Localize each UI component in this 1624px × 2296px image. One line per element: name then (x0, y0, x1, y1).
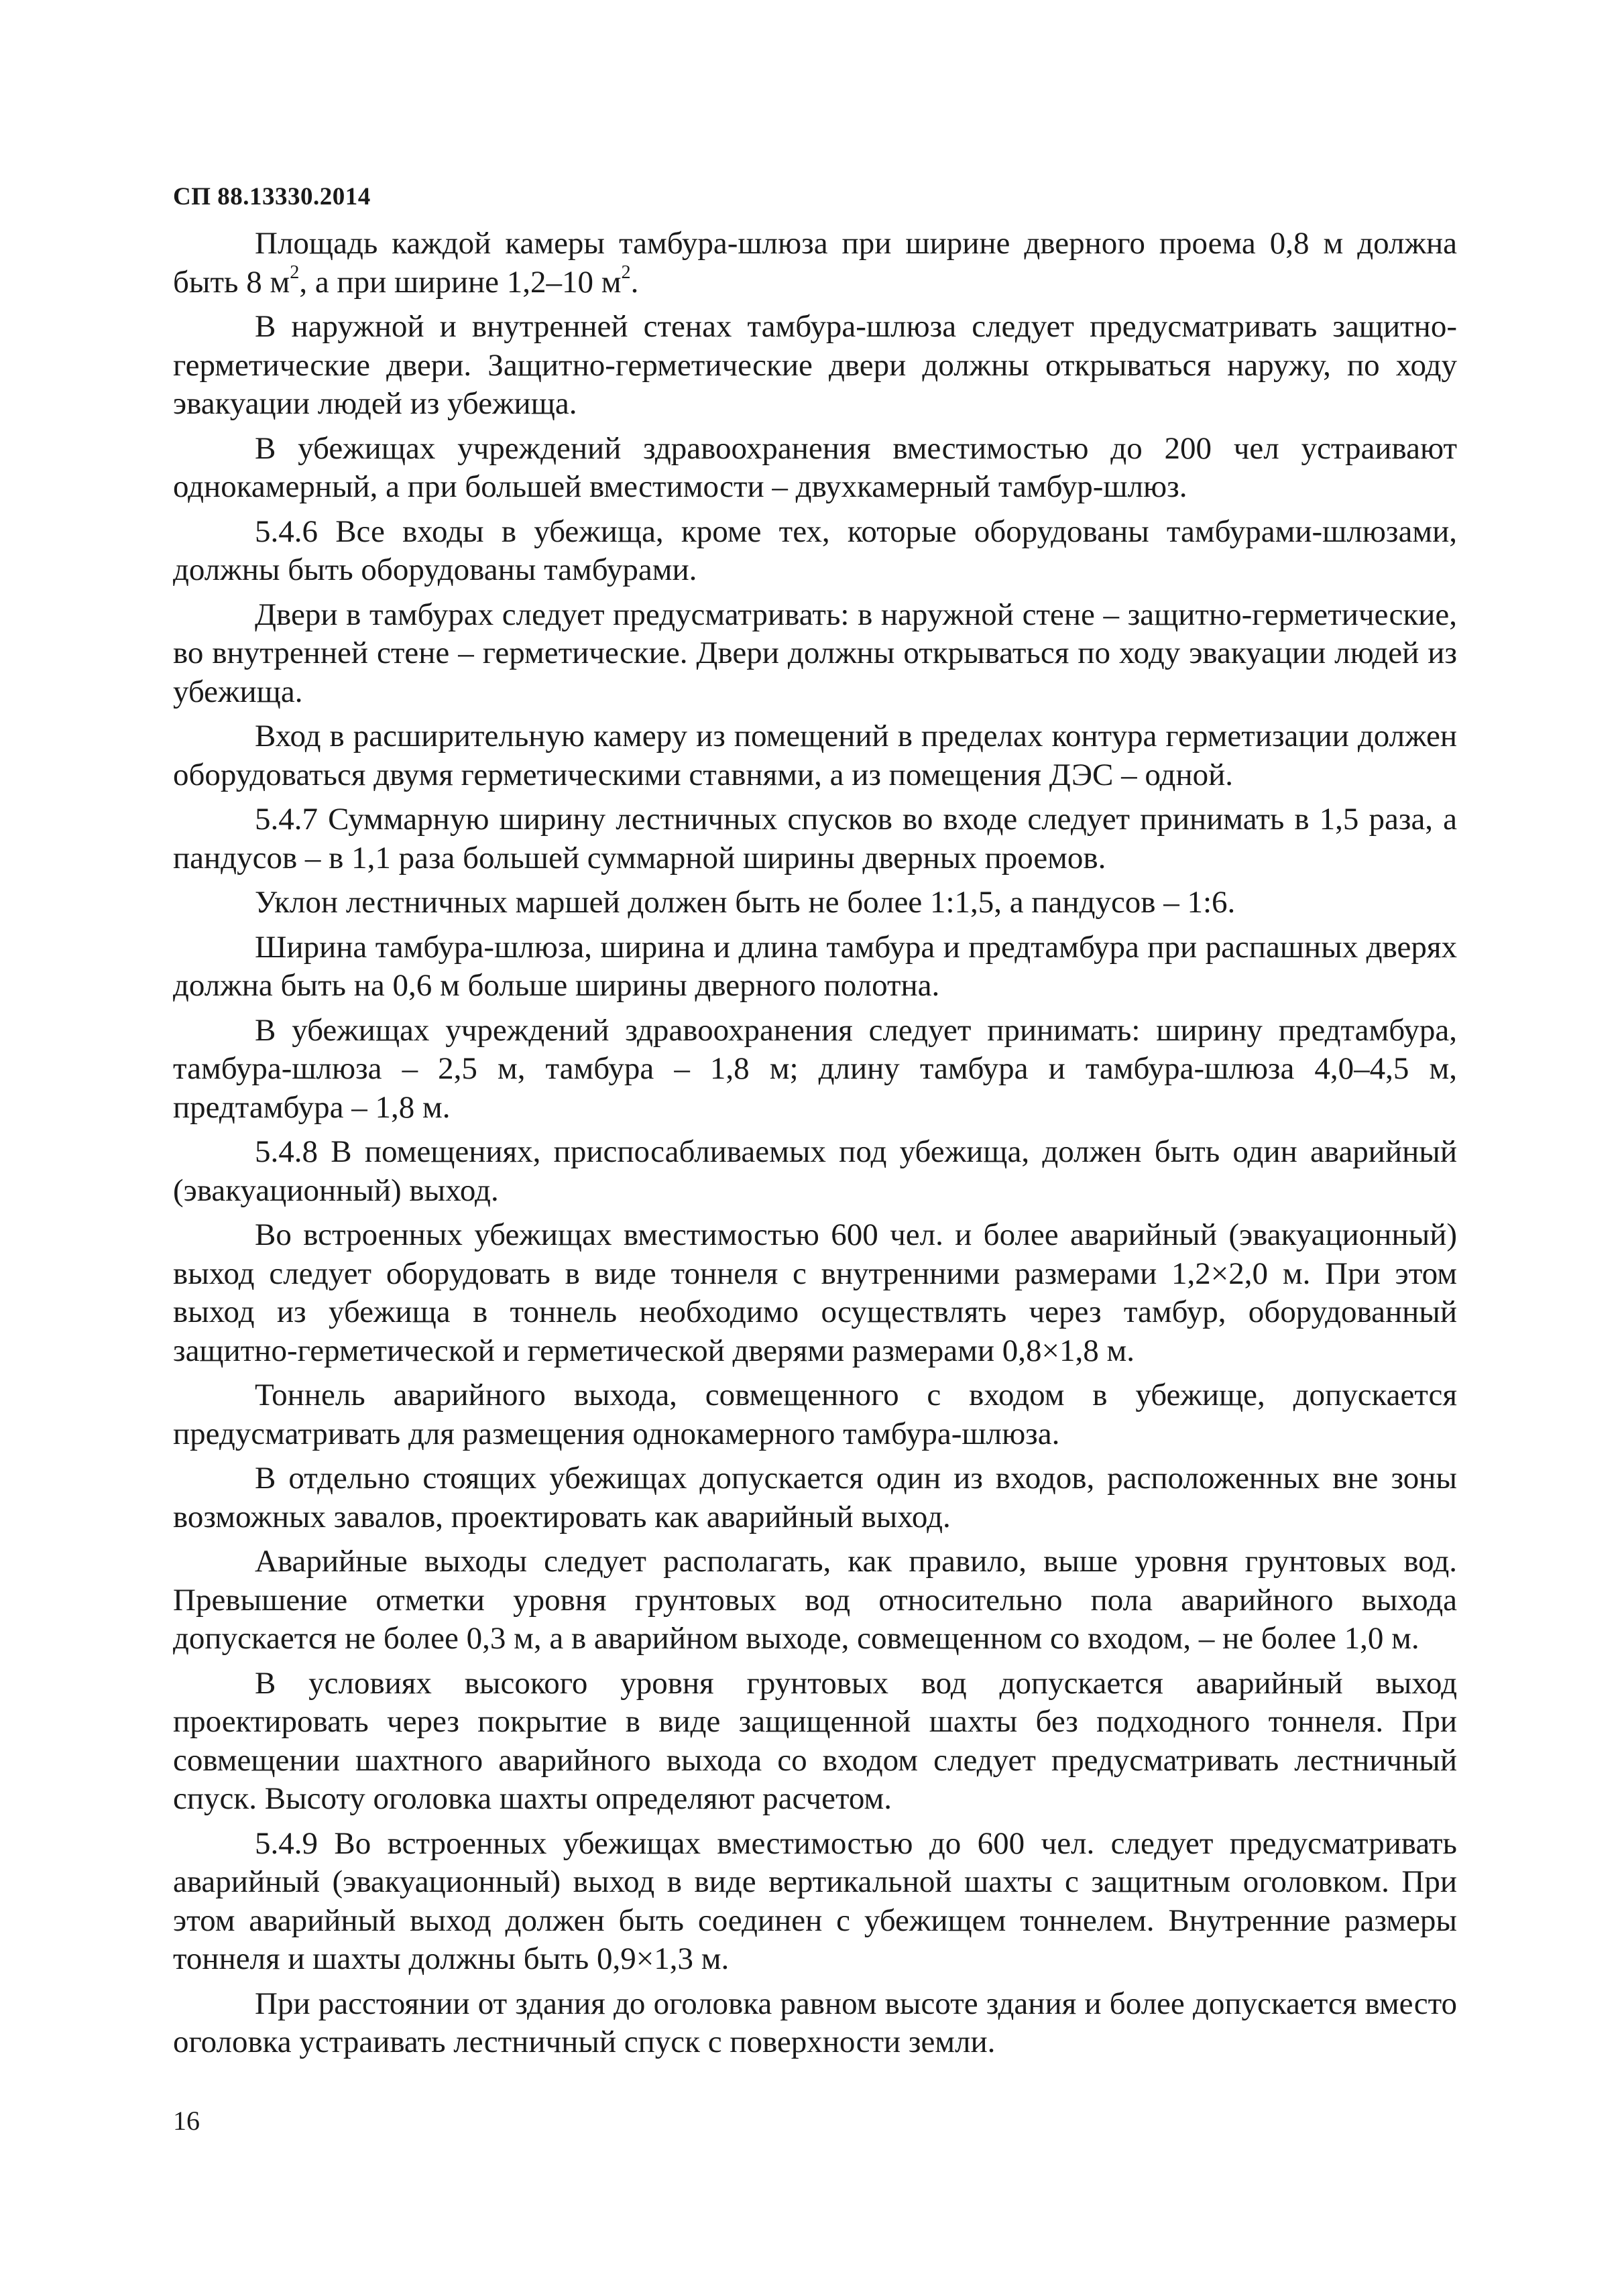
paragraph-text: Площадь каждой камеры тамбура-шлюза при ширине дверного проема 0,8 м должна быть 8 м (173, 226, 1457, 300)
clause-5-4-6: 5.4.6 Все входы в убежища, кроме тех, которые оборудованы тамбурами-шлюзами, должны быть оборудованы тамбурами. (173, 513, 1457, 587)
superscript: 2 (290, 261, 300, 283)
paragraph-text: . (630, 264, 639, 300)
paragraph: В отдельно стоящих убежищах допускается один из входов, расположенных вне зоны возможных завалов, проектировать как аварийный выход. (173, 1461, 1457, 1534)
paragraph: Двери в тамбурах следует предусматривать: в наружной стене – защитно-герметические, во внутренней стене – герметические. Двери должны открываться по ходу эвакуации людей из убежища. (173, 597, 1457, 709)
paragraph: Вход в расширительную камеру из помещений в пределах контура герметизации должен оборудоваться двумя герметическими ставнями, а из помещения ДЭС – одной. (173, 719, 1457, 792)
clause-5-4-9: 5.4.9 Во встроенных убежищах вместимостью до 600 чел. следует предусматривать аварийный (эвакуационный) выход в виде вертикальной шахты с защитным оголовком. При этом аварийный выход должен быть соединен с убежищем тоннелем. Внутренние размеры тоннеля и шахты должны быть 0,9×1,3 м. (173, 1825, 1457, 1976)
page-number: 16 (173, 2106, 200, 2136)
paragraph (173, 225, 1457, 302)
paragraph: Ширина тамбура-шлюза, ширина и длина тамбура и предтамбура при распашных дверях должна быть на 0,6 м больше ширины дверного полотна. (173, 929, 1457, 1003)
paragraph: В наружной и внутренней стенах тамбура-шлюза следует предусматривать защитно-герметические двери. Защитно-герметические двери должны открываться наружу, по ходу эвакуации людей из убежища. (173, 309, 1457, 421)
paragraph: При расстоянии от здания до оголовка равном высоте здания и более допускается вместо оголовка устраивать лестничный спуск с поверхности земли. (173, 1986, 1457, 2059)
paragraph: Уклон лестничных маршей должен быть не более 1:1,5, а пандусов – 1:6. (255, 885, 1236, 920)
document-code: СП 88.13330.2014 (173, 183, 371, 210)
paragraph-text: , а при ширине 1,2–10 м (299, 264, 622, 300)
clause-5-4-7: 5.4.7 Суммарную ширину лестничных спусков во входе следует принимать в 1,5 раза, а пандусов – в 1,1 раза большей суммарной ширины дверных проемов. (173, 802, 1457, 875)
document-body (173, 225, 1457, 2068)
superscript: 2 (621, 261, 631, 283)
paragraph: В убежищах учреждений здравоохранения вместимостью до 200 чел устраивают однокамерный, а при большей вместимости – двухкамерный тамбур-шлюз. (173, 430, 1457, 504)
paragraph: Аварийные выходы следует располагать, как правило, выше уровня грунтовых вод. Превышение отметки уровня грунтовых вод относительно пола аварийного выхода допускается не более 0,3 м, а в аварийном выходе, совмещенном со входом, – не более 1,0 м. (173, 1544, 1457, 1656)
paragraph: В убежищах учреждений здравоохранения следует принимать: ширину предтамбура, тамбура-шлюза – 2,5 м, тамбура – 1,8 м; длину тамбура и тамбура-шлюза 4,0–4,5 м, предтамбура – 1,8 м. (173, 1012, 1457, 1125)
paragraph: В условиях высокого уровня грунтовых вод допускается аварийный выход проектировать через покрытие в виде защищенной шахты без подходного тоннеля. При совмещении шахтного аварийного выхода со входом следует предусматривать лестничный спуск. Высоту оголовка шахты определяют расчетом. (173, 1665, 1457, 1816)
clause-5-4-8: 5.4.8 В помещениях, приспосабливаемых под убежища, должен быть один аварийный (эвакуационный) выход. (173, 1134, 1457, 1208)
paragraph: Тоннель аварийного выхода, совмещенного с входом в убежище, допускается предусматривать для размещения однокамерного тамбура-шлюза. (173, 1378, 1457, 1451)
paragraph: Во встроенных убежищах вместимостью 600 чел. и более аварийный (эвакуационный) выход следует оборудовать в виде тоннеля с внутренними размерами 1,2×2,0 м. При этом выход из убежища в тоннель необходимо осуществлять через тамбур, оборудованный защитно-герметической и герметической дверями размерами 0,8×1,8 м. (173, 1217, 1457, 1368)
